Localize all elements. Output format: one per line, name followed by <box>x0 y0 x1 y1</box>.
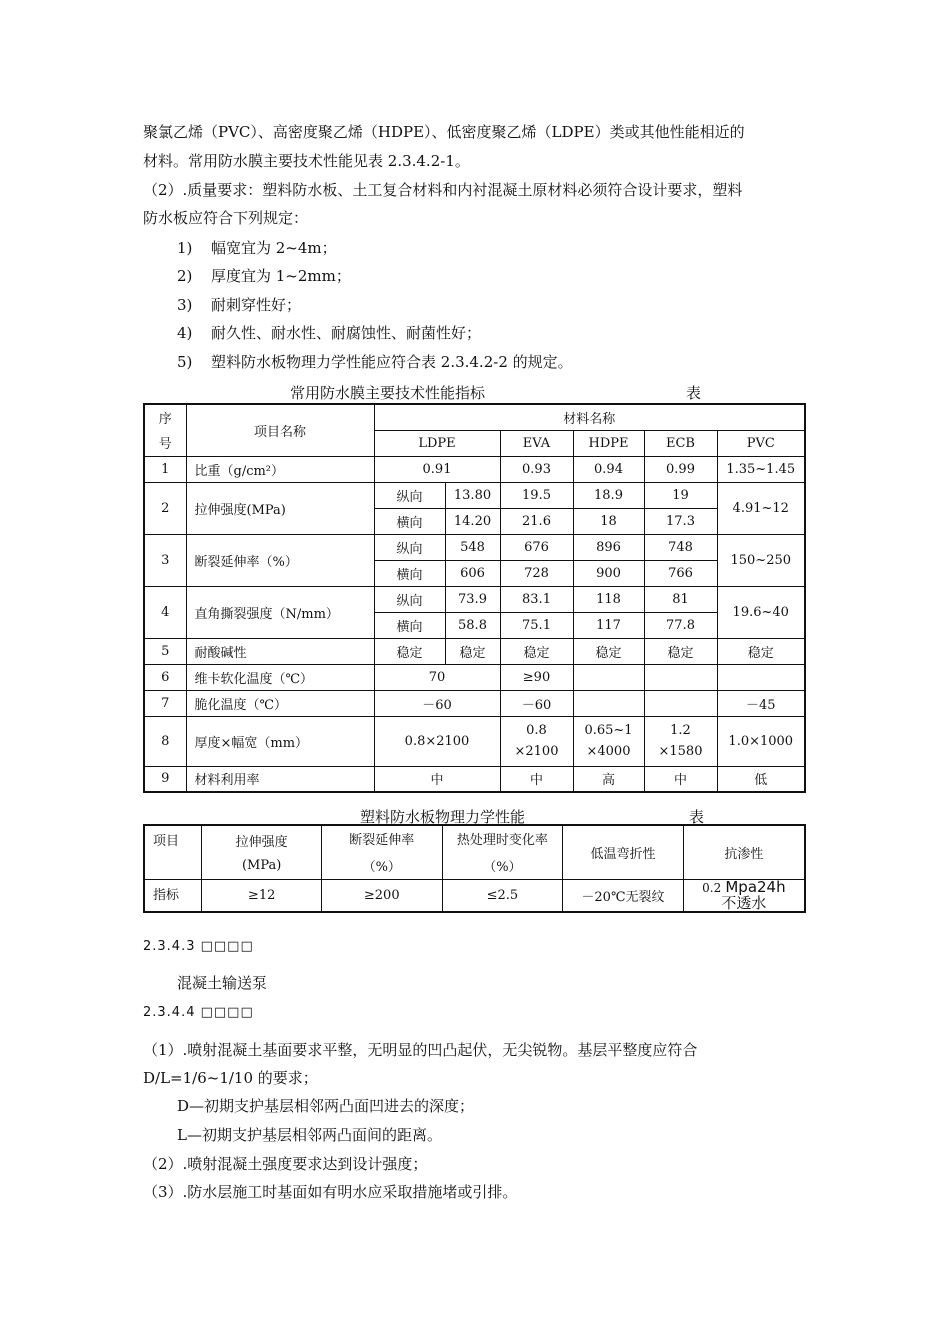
seq-header-char-1: 序 <box>158 412 172 428</box>
low-temp-bend-header: 低温弯折性 <box>563 825 684 879</box>
cell-ecb: 81 <box>644 586 717 612</box>
row-number: 4 <box>144 586 186 638</box>
cell-value: 稳定 <box>573 638 644 664</box>
list-item-number: 5) <box>177 353 193 371</box>
cell-value: ≥200 <box>321 879 442 912</box>
row-label: 耐酸碱性 <box>186 638 374 664</box>
cell-eva: 728 <box>500 560 573 586</box>
cell-value: 稳定 <box>717 638 805 664</box>
paragraph-line: （2）.喷射混凝土强度要求达到设计强度； <box>143 1155 428 1173</box>
cell-eva-line-1: 0.8 <box>526 723 547 738</box>
header-line-2: (MPa) <box>241 858 282 874</box>
cell-pvc: 1.0×1000 <box>717 716 805 766</box>
cell-ldpe: 58.8 <box>445 612 500 638</box>
cell-eva: 21.6 <box>500 508 573 534</box>
row-label: 断裂延伸率（%） <box>186 534 374 586</box>
membrane-properties-table <box>143 403 806 793</box>
row-label: 直角撕裂强度（N/mm） <box>186 586 374 638</box>
cell-ldpe: 中 <box>374 766 500 792</box>
cell-hdpe: 18 <box>573 508 644 534</box>
paragraph-line: （3）.防水层施工时基面如有明水应采取措施堵或引排。 <box>143 1183 518 1201</box>
intro-line-1: 聚氯乙烯（PVC）、高密度聚乙烯（HDPE）、低密度聚乙烯（LDPE）类或其他性能相近的 <box>143 123 745 141</box>
material-eva-header: EVA <box>500 430 573 456</box>
cell-hdpe <box>573 716 644 766</box>
row-label: 比重（g/cm²） <box>186 456 374 482</box>
table-row <box>144 716 805 766</box>
cell-eva: 676 <box>500 534 573 560</box>
cell-hdpe <box>573 664 644 690</box>
list-item: 耐刺穿性好； <box>211 296 302 314</box>
direction-label: 横向 <box>374 560 445 586</box>
cell-ldpe: 14.20 <box>445 508 500 534</box>
table-row <box>144 664 805 690</box>
cell-ldpe: 548 <box>445 534 500 560</box>
table-row <box>144 690 805 716</box>
cell-eva: 0.93 <box>500 456 573 482</box>
cell-eva: 75.1 <box>500 612 573 638</box>
cell-ecb: 77.8 <box>644 612 717 638</box>
cell-hdpe <box>573 690 644 716</box>
cell-ldpe: 606 <box>445 560 500 586</box>
cell-ecb-line-1: 1.2 <box>670 723 691 738</box>
section-heading: 2.3.4.3 □□□□ <box>143 939 254 954</box>
material-ldpe-header: LDPE <box>374 430 500 456</box>
table-row <box>144 534 805 560</box>
item-name-header: 项目名称 <box>186 404 374 456</box>
table-header-row <box>144 825 805 879</box>
cell-pvc: 低 <box>717 766 805 792</box>
paragraph-line: L—初期支护基层相邻两凸面间的距离。 <box>177 1126 442 1144</box>
cell-ldpe: 0.8×2100 <box>374 716 500 766</box>
table-row <box>144 766 805 792</box>
impermeability-header: 抗渗性 <box>683 825 805 879</box>
list-item: 厚度宜为 1~2mm； <box>211 267 351 285</box>
cell-ecb <box>644 690 717 716</box>
table1-caption: 常用防水膜主要技术性能指标 <box>290 384 486 402</box>
elongation-header <box>321 825 442 879</box>
material-header: 材料名称 <box>374 404 805 430</box>
header-line-1: 热处理时变化率 <box>456 833 548 849</box>
cell-value-part: 0.2 <box>702 880 722 895</box>
paragraph-line: （1）.喷射混凝土基面要求平整，无明显的凹凸起伏，无尖锐物。基层平整度应符合 <box>143 1041 698 1059</box>
list-item-number: 1) <box>177 239 193 257</box>
requirement-line-1: （2）.质量要求：塑料防水板、土工复合材料和内衬混凝土原材料必须符合设计要求，塑料 <box>143 181 743 199</box>
cell-value: 稳定 <box>445 638 500 664</box>
cell-value: ≤2.5 <box>442 879 563 912</box>
row-label: 指标 <box>144 879 202 912</box>
cell-eva-line-2: ×2100 <box>514 744 559 759</box>
cell-ecb: 17.3 <box>644 508 717 534</box>
cell-ldpe: 73.9 <box>445 586 500 612</box>
material-ecb-header: ECB <box>644 430 717 456</box>
row-number: 3 <box>144 534 186 586</box>
cell-ecb: 中 <box>644 766 717 792</box>
cell-hdpe: 118 <box>573 586 644 612</box>
direction-label: 纵向 <box>374 534 445 560</box>
cell-value-part: 不透水 <box>721 893 767 912</box>
row-label: 拉伸强度(MPa) <box>186 482 374 534</box>
row-label: 材料利用率 <box>186 766 374 792</box>
cell-hdpe-line-1: 0.65~1 <box>584 723 633 738</box>
table1-caption-suffix: 表 <box>686 384 702 402</box>
cell-pvc: 150~250 <box>717 534 805 586</box>
material-hdpe-header: HDPE <box>573 430 644 456</box>
cell-ldpe: 0.91 <box>374 456 500 482</box>
cell-ecb <box>644 716 717 766</box>
cell-value: －20℃无裂纹 <box>563 879 684 912</box>
cell-hdpe: 0.94 <box>573 456 644 482</box>
direction-label: 纵向 <box>374 482 445 508</box>
cell-value: 稳定 <box>500 638 573 664</box>
header-line-2: （%） <box>362 860 401 876</box>
cell-eva: 中 <box>500 766 573 792</box>
tensile-strength-header <box>202 825 322 879</box>
table-row <box>144 879 805 912</box>
cell-pvc: 1.35~1.45 <box>717 456 805 482</box>
header-line-2: （%） <box>483 860 522 876</box>
table-row <box>144 586 805 612</box>
cell-ecb: 766 <box>644 560 717 586</box>
cell-eva: －60 <box>500 690 573 716</box>
direction-label: 横向 <box>374 612 445 638</box>
cell-hdpe: 117 <box>573 612 644 638</box>
header-line-1: 断裂延伸率 <box>349 833 415 849</box>
section-body: 混凝土输送泵 <box>177 974 268 992</box>
heat-change-header <box>442 825 563 879</box>
table-row <box>144 482 805 508</box>
cell-ecb: 748 <box>644 534 717 560</box>
item-header: 项目 <box>144 825 202 879</box>
list-item-number: 2) <box>177 267 193 285</box>
row-number: 6 <box>144 664 186 690</box>
intro-line-2: 材料。常用防水膜主要技术性能见表 2.3.4.2-1。 <box>143 152 470 170</box>
cell-hdpe: 896 <box>573 534 644 560</box>
paragraph-line: D—初期支护基层相邻两凸面凹进去的深度； <box>177 1097 475 1115</box>
cell-pvc: 19.6~40 <box>717 586 805 638</box>
cell-ldpe: 13.80 <box>445 482 500 508</box>
row-label: 厚度×幅宽（mm） <box>186 716 374 766</box>
table2-caption-suffix: 表 <box>689 808 705 826</box>
header-line-1: 拉伸强度 <box>235 835 288 851</box>
cell-ldpe: －60 <box>374 690 500 716</box>
list-item-number: 4) <box>177 324 193 342</box>
cell-value: 稳定 <box>374 638 445 664</box>
cell-eva: 19.5 <box>500 482 573 508</box>
plastic-sheet-properties-table <box>143 824 806 913</box>
cell-ecb: 19 <box>644 482 717 508</box>
list-item: 幅宽宜为 2~4m； <box>211 239 337 257</box>
cell-value: ≥12 <box>202 879 322 912</box>
cell-ecb <box>644 664 717 690</box>
table-row <box>144 638 805 664</box>
cell-pvc <box>717 664 805 690</box>
row-number: 5 <box>144 638 186 664</box>
paragraph-line: D/L=1/6~1/10 的要求； <box>143 1069 318 1087</box>
cell-value: 稳定 <box>644 638 717 664</box>
cell-hdpe: 18.9 <box>573 482 644 508</box>
list-item-number: 3) <box>177 296 193 314</box>
cell-hdpe: 高 <box>573 766 644 792</box>
list-item: 耐久性、耐水性、耐腐蚀性、耐菌性好； <box>211 324 482 342</box>
cell-ecb-line-2: ×1580 <box>658 744 703 759</box>
cell-value <box>683 879 805 912</box>
cell-pvc: －45 <box>717 690 805 716</box>
row-number: 9 <box>144 766 186 792</box>
seq-header-char-2: 号 <box>158 437 172 453</box>
row-label: 脆化温度（℃） <box>186 690 374 716</box>
cell-ldpe: 70 <box>374 664 500 690</box>
list-item: 塑料防水板物理力学性能应符合表 2.3.4.2-2 的规定。 <box>211 353 573 371</box>
row-number: 8 <box>144 716 186 766</box>
table-row <box>144 456 805 482</box>
row-number: 7 <box>144 690 186 716</box>
cell-eva: ≥90 <box>500 664 573 690</box>
direction-label: 纵向 <box>374 586 445 612</box>
cell-eva <box>500 716 573 766</box>
cell-hdpe-line-2: ×4000 <box>586 744 631 759</box>
seq-header <box>144 404 186 456</box>
direction-label: 横向 <box>374 508 445 534</box>
requirement-line-2: 防水板应符合下列规定： <box>143 209 309 227</box>
section-heading: 2.3.4.4 □□□□ <box>143 1005 254 1020</box>
material-pvc-header: PVC <box>717 430 805 456</box>
row-number: 1 <box>144 456 186 482</box>
table2-caption: 塑料防水板物理力学性能 <box>360 808 526 826</box>
cell-hdpe: 900 <box>573 560 644 586</box>
row-number: 2 <box>144 482 186 534</box>
cell-eva: 83.1 <box>500 586 573 612</box>
cell-ecb: 0.99 <box>644 456 717 482</box>
cell-pvc: 4.91~12 <box>717 482 805 534</box>
row-label: 维卡软化温度（℃） <box>186 664 374 690</box>
cell-value-part: Mpa24h <box>725 877 786 896</box>
